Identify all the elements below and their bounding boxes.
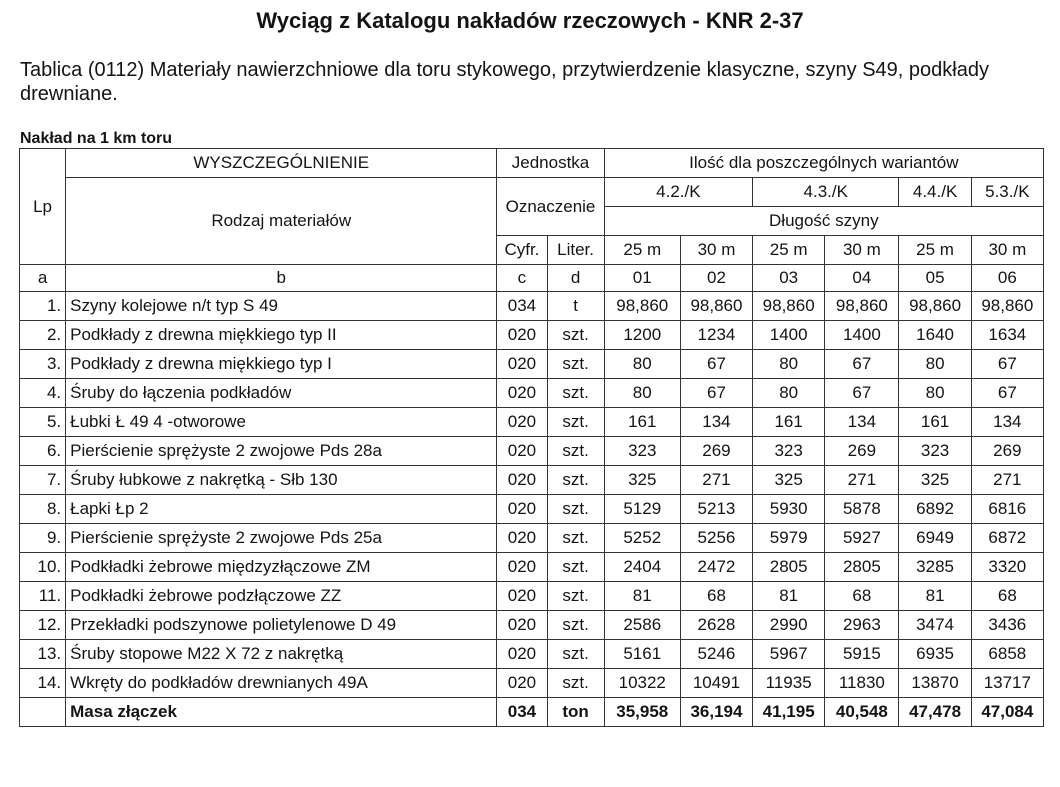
row-value: 80 (753, 350, 825, 379)
row-value: 3285 (899, 553, 971, 582)
table-row (20, 408, 1044, 437)
row-value: 5213 (680, 495, 752, 524)
row-value: 161 (899, 408, 971, 437)
row-unit-symbol: szt. (547, 408, 604, 437)
total-value: 35,958 (604, 698, 680, 727)
column-letters-row (20, 265, 1044, 292)
row-unit-code: 034 (497, 292, 547, 321)
total-unit-symbol: ton (547, 698, 604, 727)
row-unit-code: 020 (497, 437, 547, 466)
table-row (20, 495, 1044, 524)
row-material-name: Łapki Łp 2 (66, 495, 497, 524)
row-lp: 11. (20, 582, 66, 611)
row-value: 5878 (825, 495, 899, 524)
total-lp-empty (20, 698, 66, 727)
row-value: 13870 (899, 669, 971, 698)
row-material-name: Pierścienie sprężyste 2 zwojowe Pds 28a (66, 437, 497, 466)
row-material-name: Śruby łubkowe z nakrętką - Słb 130 (66, 466, 497, 495)
row-material-name: Podkładki żebrowe międzyzłączowe ZM (66, 553, 497, 582)
row-value: 80 (604, 379, 680, 408)
col-code-2: 02 (680, 265, 752, 292)
row-value: 5161 (604, 640, 680, 669)
row-value: 67 (680, 350, 752, 379)
total-value: 47,084 (971, 698, 1043, 727)
total-value: 36,194 (680, 698, 752, 727)
row-value: 325 (899, 466, 971, 495)
header-cyfr: Cyfr. (497, 236, 547, 265)
total-unit-code: 034 (497, 698, 547, 727)
row-value: 5246 (680, 640, 752, 669)
row-value: 5927 (825, 524, 899, 553)
row-value: 5256 (680, 524, 752, 553)
header-oznaczenie: Oznaczenie (497, 178, 604, 236)
total-value: 41,195 (753, 698, 825, 727)
row-value: 6872 (971, 524, 1043, 553)
header-rodzaj: Rodzaj materiałów (66, 178, 497, 265)
row-value: 11830 (825, 669, 899, 698)
row-unit-symbol: szt. (547, 640, 604, 669)
row-value: 1634 (971, 321, 1043, 350)
row-value: 2628 (680, 611, 752, 640)
header-length-4: 30 m (825, 236, 899, 265)
row-value: 5129 (604, 495, 680, 524)
row-unit-symbol: szt. (547, 611, 604, 640)
row-unit-symbol: szt. (547, 350, 604, 379)
row-value: 80 (604, 350, 680, 379)
table-row (20, 350, 1044, 379)
row-value: 11935 (753, 669, 825, 698)
row-value: 2963 (825, 611, 899, 640)
row-material-name: Śruby do łączenia podkładów (66, 379, 497, 408)
col-code-5: 05 (899, 265, 971, 292)
table-row (20, 379, 1044, 408)
row-value: 1400 (825, 321, 899, 350)
row-value: 2805 (753, 553, 825, 582)
row-material-name: Podkładki żebrowe podzłączowe ZZ (66, 582, 497, 611)
row-lp: 6. (20, 437, 66, 466)
row-value: 1640 (899, 321, 971, 350)
row-unit-symbol: szt. (547, 495, 604, 524)
row-value: 67 (825, 350, 899, 379)
row-value: 6949 (899, 524, 971, 553)
col-code-4: 04 (825, 265, 899, 292)
table-row (20, 292, 1044, 321)
row-value: 323 (753, 437, 825, 466)
table-caption: Nakład na 1 km toru (20, 130, 173, 147)
col-code-1: 01 (604, 265, 680, 292)
row-value: 5252 (604, 524, 680, 553)
row-value: 68 (680, 582, 752, 611)
row-value: 6816 (971, 495, 1043, 524)
row-value: 269 (971, 437, 1043, 466)
table-row (20, 582, 1044, 611)
row-value: 2805 (825, 553, 899, 582)
table-row (20, 524, 1044, 553)
row-lp: 2. (20, 321, 66, 350)
row-value: 134 (971, 408, 1043, 437)
header-length-5: 25 m (899, 236, 971, 265)
col-code-3: 03 (753, 265, 825, 292)
row-value: 68 (971, 582, 1043, 611)
row-value: 10491 (680, 669, 752, 698)
header-lp: Lp (20, 149, 66, 265)
row-value: 98,860 (604, 292, 680, 321)
row-unit-symbol: szt. (547, 582, 604, 611)
header-variant-3: 4.4./K (899, 178, 971, 207)
row-material-name: Śruby stopowe M22 X 72 z nakrętką (66, 640, 497, 669)
row-value: 3320 (971, 553, 1043, 582)
row-value: 325 (604, 466, 680, 495)
table-row (20, 466, 1044, 495)
row-value: 134 (825, 408, 899, 437)
materials-table (19, 148, 1044, 727)
row-value: 6892 (899, 495, 971, 524)
row-value: 5915 (825, 640, 899, 669)
letter-d: d (547, 265, 604, 292)
row-value: 81 (753, 582, 825, 611)
row-value: 6858 (971, 640, 1043, 669)
row-value: 80 (899, 379, 971, 408)
table-row (20, 553, 1044, 582)
row-lp: 12. (20, 611, 66, 640)
row-material-name: Pierścienie sprężyste 2 zwojowe Pds 25a (66, 524, 497, 553)
row-value: 3436 (971, 611, 1043, 640)
header-dlugosc: Długość szyny (604, 207, 1043, 236)
row-value: 1200 (604, 321, 680, 350)
row-value: 269 (680, 437, 752, 466)
table-row (20, 321, 1044, 350)
total-value: 47,478 (899, 698, 971, 727)
row-value: 1400 (753, 321, 825, 350)
row-value: 98,860 (825, 292, 899, 321)
row-value: 2586 (604, 611, 680, 640)
row-unit-code: 020 (497, 379, 547, 408)
row-value: 5967 (753, 640, 825, 669)
header-variant-2: 4.3./K (753, 178, 899, 207)
row-lp: 4. (20, 379, 66, 408)
header-wyszczegolnienie: WYSZCZEGÓLNIENIE (66, 149, 497, 178)
row-material-name: Łubki Ł 49 4 -otworowe (66, 408, 497, 437)
row-value: 67 (680, 379, 752, 408)
row-value: 2472 (680, 553, 752, 582)
row-value: 271 (825, 466, 899, 495)
row-material-name: Przekładki podszynowe polietylenowe D 49 (66, 611, 497, 640)
row-value: 68 (825, 582, 899, 611)
row-unit-symbol: t (547, 292, 604, 321)
row-value: 80 (753, 379, 825, 408)
row-unit-symbol: szt. (547, 524, 604, 553)
row-unit-symbol: szt. (547, 437, 604, 466)
row-value: 3474 (899, 611, 971, 640)
row-unit-code: 020 (497, 640, 547, 669)
row-value: 5979 (753, 524, 825, 553)
header-length-6: 30 m (971, 236, 1043, 265)
row-unit-symbol: szt. (547, 466, 604, 495)
row-value: 67 (825, 379, 899, 408)
row-material-name: Podkłady z drewna miękkiego typ II (66, 321, 497, 350)
row-unit-symbol: szt. (547, 669, 604, 698)
total-row (20, 698, 1044, 727)
row-lp: 1. (20, 292, 66, 321)
row-value: 323 (899, 437, 971, 466)
row-value: 13717 (971, 669, 1043, 698)
row-value: 80 (899, 350, 971, 379)
row-value: 5930 (753, 495, 825, 524)
row-value: 161 (753, 408, 825, 437)
row-value: 6935 (899, 640, 971, 669)
row-lp: 7. (20, 466, 66, 495)
row-material-name: Podkłady z drewna miękkiego typ I (66, 350, 497, 379)
row-value: 271 (971, 466, 1043, 495)
row-unit-code: 020 (497, 611, 547, 640)
row-material-name: Wkręty do podkładów drewnianych 49A (66, 669, 497, 698)
row-lp: 13. (20, 640, 66, 669)
row-lp: 10. (20, 553, 66, 582)
row-lp: 14. (20, 669, 66, 698)
header-variant-1: 4.2./K (604, 178, 752, 207)
header-length-1: 25 m (604, 236, 680, 265)
row-value: 323 (604, 437, 680, 466)
row-value: 10322 (604, 669, 680, 698)
row-value: 98,860 (680, 292, 752, 321)
row-lp: 5. (20, 408, 66, 437)
row-value: 98,860 (899, 292, 971, 321)
header-variant-4: 5.3./K (971, 178, 1043, 207)
row-material-name: Szyny kolejowe n/t typ S 49 (66, 292, 497, 321)
header-ilosc: Ilość dla poszczególnych wariantów (604, 149, 1043, 178)
row-lp: 3. (20, 350, 66, 379)
table-row (20, 640, 1044, 669)
letter-a: a (20, 265, 66, 292)
row-unit-code: 020 (497, 669, 547, 698)
row-value: 67 (971, 350, 1043, 379)
row-lp: 8. (20, 495, 66, 524)
row-unit-code: 020 (497, 582, 547, 611)
total-name: Masa złączek (66, 698, 497, 727)
header-row-2 (20, 178, 1044, 207)
total-value: 40,548 (825, 698, 899, 727)
row-value: 2404 (604, 553, 680, 582)
row-value: 161 (604, 408, 680, 437)
row-unit-code: 020 (497, 466, 547, 495)
row-unit-code: 020 (497, 495, 547, 524)
row-value: 1234 (680, 321, 752, 350)
row-value: 271 (680, 466, 752, 495)
row-value: 98,860 (753, 292, 825, 321)
letter-c: c (497, 265, 547, 292)
table-row (20, 437, 1044, 466)
header-length-2: 30 m (680, 236, 752, 265)
table-row (20, 611, 1044, 640)
row-unit-symbol: szt. (547, 379, 604, 408)
row-unit-code: 020 (497, 553, 547, 582)
header-length-3: 25 m (753, 236, 825, 265)
col-code-6: 06 (971, 265, 1043, 292)
row-value: 2990 (753, 611, 825, 640)
row-value: 134 (680, 408, 752, 437)
row-lp: 9. (20, 524, 66, 553)
row-unit-symbol: szt. (547, 553, 604, 582)
row-unit-code: 020 (497, 524, 547, 553)
row-unit-code: 020 (497, 321, 547, 350)
page-title: Wyciąg z Katalogu nakładów rzeczowych - KNR 2-37 (256, 8, 804, 33)
row-unit-symbol: szt. (547, 321, 604, 350)
row-value: 81 (899, 582, 971, 611)
row-value: 269 (825, 437, 899, 466)
row-value: 67 (971, 379, 1043, 408)
row-unit-code: 020 (497, 408, 547, 437)
row-value: 325 (753, 466, 825, 495)
letter-b: b (66, 265, 497, 292)
header-liter: Liter. (547, 236, 604, 265)
row-value: 81 (604, 582, 680, 611)
table-description: Tablica (0112) Materiały nawierzchniowe dla toru stykowego, przytwierdzenie klasyczne, szyny S49, podkłady drewniane. (20, 59, 989, 105)
header-row-1 (20, 149, 1044, 178)
row-value: 98,860 (971, 292, 1043, 321)
row-unit-code: 020 (497, 350, 547, 379)
header-jednostka: Jednostka (497, 149, 604, 178)
table-row (20, 669, 1044, 698)
